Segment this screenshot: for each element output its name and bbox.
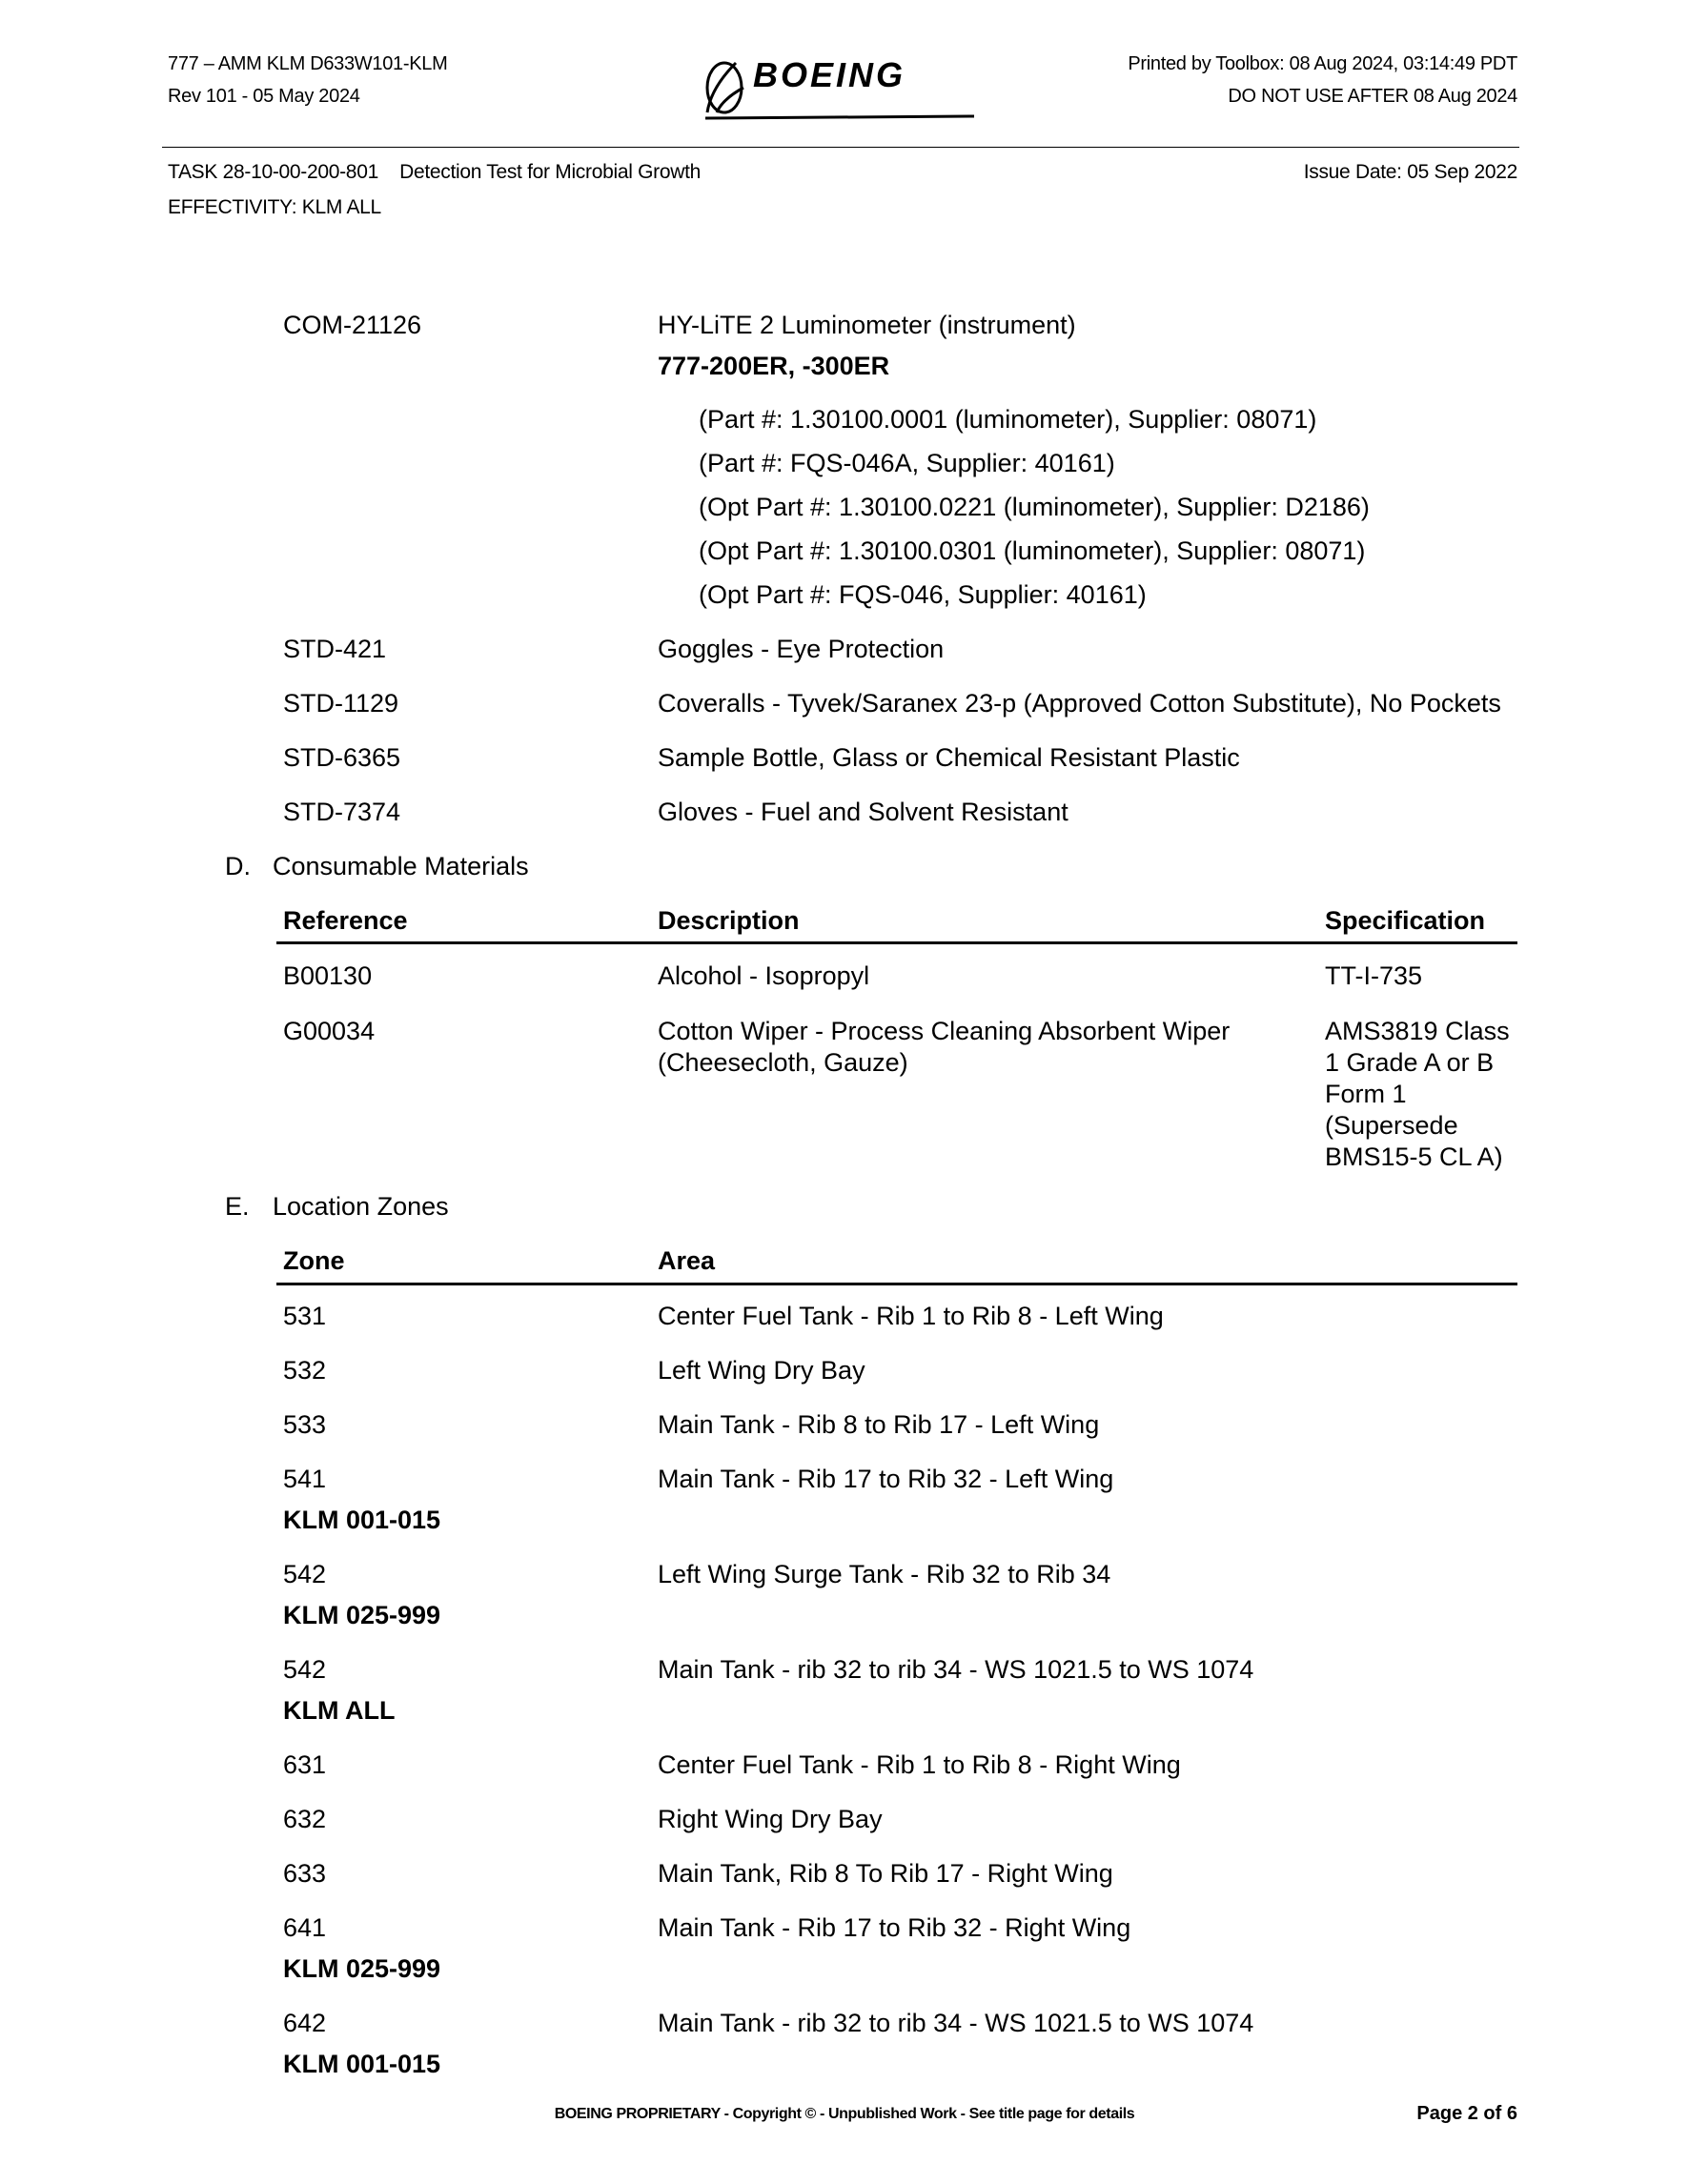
- zone-number: 542: [283, 1560, 327, 1588]
- spec-line: BMS15-5 CL A): [1325, 1143, 1503, 1171]
- zone-number: 541: [283, 1465, 327, 1493]
- zone-number: 632: [283, 1805, 327, 1833]
- equip-desc: Gloves - Fuel and Solvent Resistant: [658, 798, 1068, 826]
- zone-area: Center Fuel Tank - Rib 1 to Rib 8 - Left Wing: [658, 1302, 1164, 1330]
- equip-ref: STD-7374: [283, 798, 401, 826]
- section-title: Consumable Materials: [273, 852, 529, 880]
- zone-area: Main Tank, Rib 8 To Rib 17 - Right Wing: [658, 1859, 1113, 1888]
- equip-ref: STD-1129: [283, 689, 399, 718]
- doc-id: 777 – AMM KLM D633W101-KLM: [168, 53, 448, 74]
- table-header-rule: [276, 941, 1517, 944]
- equip-ref: STD-421: [283, 635, 387, 663]
- spec-line: (Supersede: [1325, 1111, 1458, 1140]
- consumable-desc: Alcohol - Isopropyl: [658, 961, 870, 990]
- part-number: (Opt Part #: 1.30100.0301 (luminometer), Supplier: 08071): [699, 536, 1366, 565]
- section-letter: E.: [225, 1192, 250, 1221]
- zone-area: Main Tank - rib 32 to rib 34 - WS 1021.5 to WS 1074: [658, 2009, 1254, 2037]
- part-number: (Part #: FQS-046A, Supplier: 40161): [699, 449, 1115, 477]
- equip-variant: 777-200ER, -300ER: [658, 352, 890, 380]
- spec-line: AMS3819 Class: [1325, 1017, 1510, 1045]
- section-consumables: [225, 851, 529, 882]
- zone-area: Main Tank - Rib 17 to Rib 32 - Left Wing: [658, 1465, 1114, 1493]
- zone-area: Left Wing Dry Bay: [658, 1356, 865, 1385]
- logo-wordmark: BOEING: [753, 55, 906, 94]
- equip-ref: STD-6365: [283, 743, 401, 772]
- zone-effectivity: KLM ALL: [283, 1696, 396, 1725]
- zone-area: Main Tank - Rib 8 to Rib 17 - Left Wing: [658, 1410, 1100, 1439]
- zone-number: 633: [283, 1859, 327, 1888]
- boeing-logo: [698, 50, 984, 154]
- zone-area: Main Tank - rib 32 to rib 34 - WS 1021.5 to WS 1074: [658, 1655, 1254, 1684]
- zone-number: 631: [283, 1750, 327, 1779]
- zone-effectivity: KLM 001-015: [283, 2050, 441, 2078]
- spec-line: Form 1: [1325, 1080, 1407, 1108]
- section-title: Location Zones: [273, 1192, 449, 1221]
- zone-number: 532: [283, 1356, 327, 1385]
- zone-area: Left Wing Surge Tank - Rib 32 to Rib 34: [658, 1560, 1111, 1588]
- desc-line: (Cheesecloth, Gauze): [658, 1048, 908, 1077]
- col-header-zone: Zone: [283, 1246, 345, 1275]
- col-header-specification: Specification: [1325, 906, 1486, 935]
- col-header-description: Description: [658, 906, 800, 935]
- desc-line: Cotton Wiper - Process Cleaning Absorbent Wiper: [658, 1017, 1231, 1045]
- proprietary-notice: BOEING PROPRIETARY - Copyright © - Unpublished Work - See title page for details: [554, 2106, 1135, 2122]
- zone-number: 542: [283, 1655, 327, 1684]
- issue-date: Issue Date: 05 Sep 2022: [1303, 161, 1517, 183]
- equip-desc: Sample Bottle, Glass or Chemical Resistant Plastic: [658, 743, 1240, 772]
- part-number: (Part #: 1.30100.0001 (luminometer), Supplier: 08071): [699, 405, 1317, 434]
- equip-ref: COM-21126: [283, 311, 422, 339]
- part-number: (Opt Part #: 1.30100.0221 (luminometer), Supplier: D2186): [699, 493, 1370, 521]
- consumable-ref: G00034: [283, 1017, 376, 1045]
- spec-line: 1 Grade A or B: [1325, 1048, 1495, 1077]
- table-header-rule: [276, 1283, 1517, 1285]
- part-number: (Opt Part #: FQS-046, Supplier: 40161): [699, 580, 1147, 609]
- zone-number: 641: [283, 1913, 327, 1942]
- zone-effectivity: KLM 025-999: [283, 1954, 441, 1983]
- consumable-desc: [658, 1016, 1230, 1079]
- zone-number: 533: [283, 1410, 327, 1439]
- consumable-spec: [1325, 1016, 1516, 1173]
- zone-number: 642: [283, 2009, 327, 2037]
- effectivity: EFFECTIVITY: KLM ALL: [168, 196, 381, 218]
- page-number: Page 2 of 6: [1416, 2103, 1517, 2124]
- section-letter: D.: [225, 852, 251, 880]
- col-header-area: Area: [658, 1246, 716, 1275]
- header-rule: [162, 147, 1519, 148]
- zone-effectivity: KLM 001-015: [283, 1506, 441, 1534]
- revision: Rev 101 - 05 May 2024: [168, 86, 360, 107]
- do-not-use-after: DO NOT USE AFTER 08 Aug 2024: [1228, 86, 1517, 107]
- zone-area: Main Tank - Rib 17 to Rib 32 - Right Wing: [658, 1913, 1131, 1942]
- equip-desc: Coveralls - Tyvek/Saranex 23-p (Approved Cotton Substitute), No Pockets: [658, 689, 1501, 718]
- zone-effectivity: KLM 025-999: [283, 1601, 441, 1629]
- consumable-spec: TT-I-735: [1325, 961, 1423, 990]
- col-header-reference: Reference: [283, 906, 408, 935]
- task-title: TASK 28-10-00-200-801 Detection Test for Microbial Growth: [168, 161, 701, 183]
- equip-desc: Goggles - Eye Protection: [658, 635, 945, 663]
- zone-area: Center Fuel Tank - Rib 1 to Rib 8 - Right Wing: [658, 1750, 1181, 1779]
- section-zones: [225, 1191, 449, 1223]
- consumable-ref: B00130: [283, 961, 373, 990]
- printed-by: Printed by Toolbox: 08 Aug 2024, 03:14:49 PDT: [1128, 53, 1517, 74]
- zone-number: 531: [283, 1302, 327, 1330]
- equip-desc: HY-LiTE 2 Luminometer (instrument): [658, 311, 1076, 339]
- zone-area: Right Wing Dry Bay: [658, 1805, 883, 1833]
